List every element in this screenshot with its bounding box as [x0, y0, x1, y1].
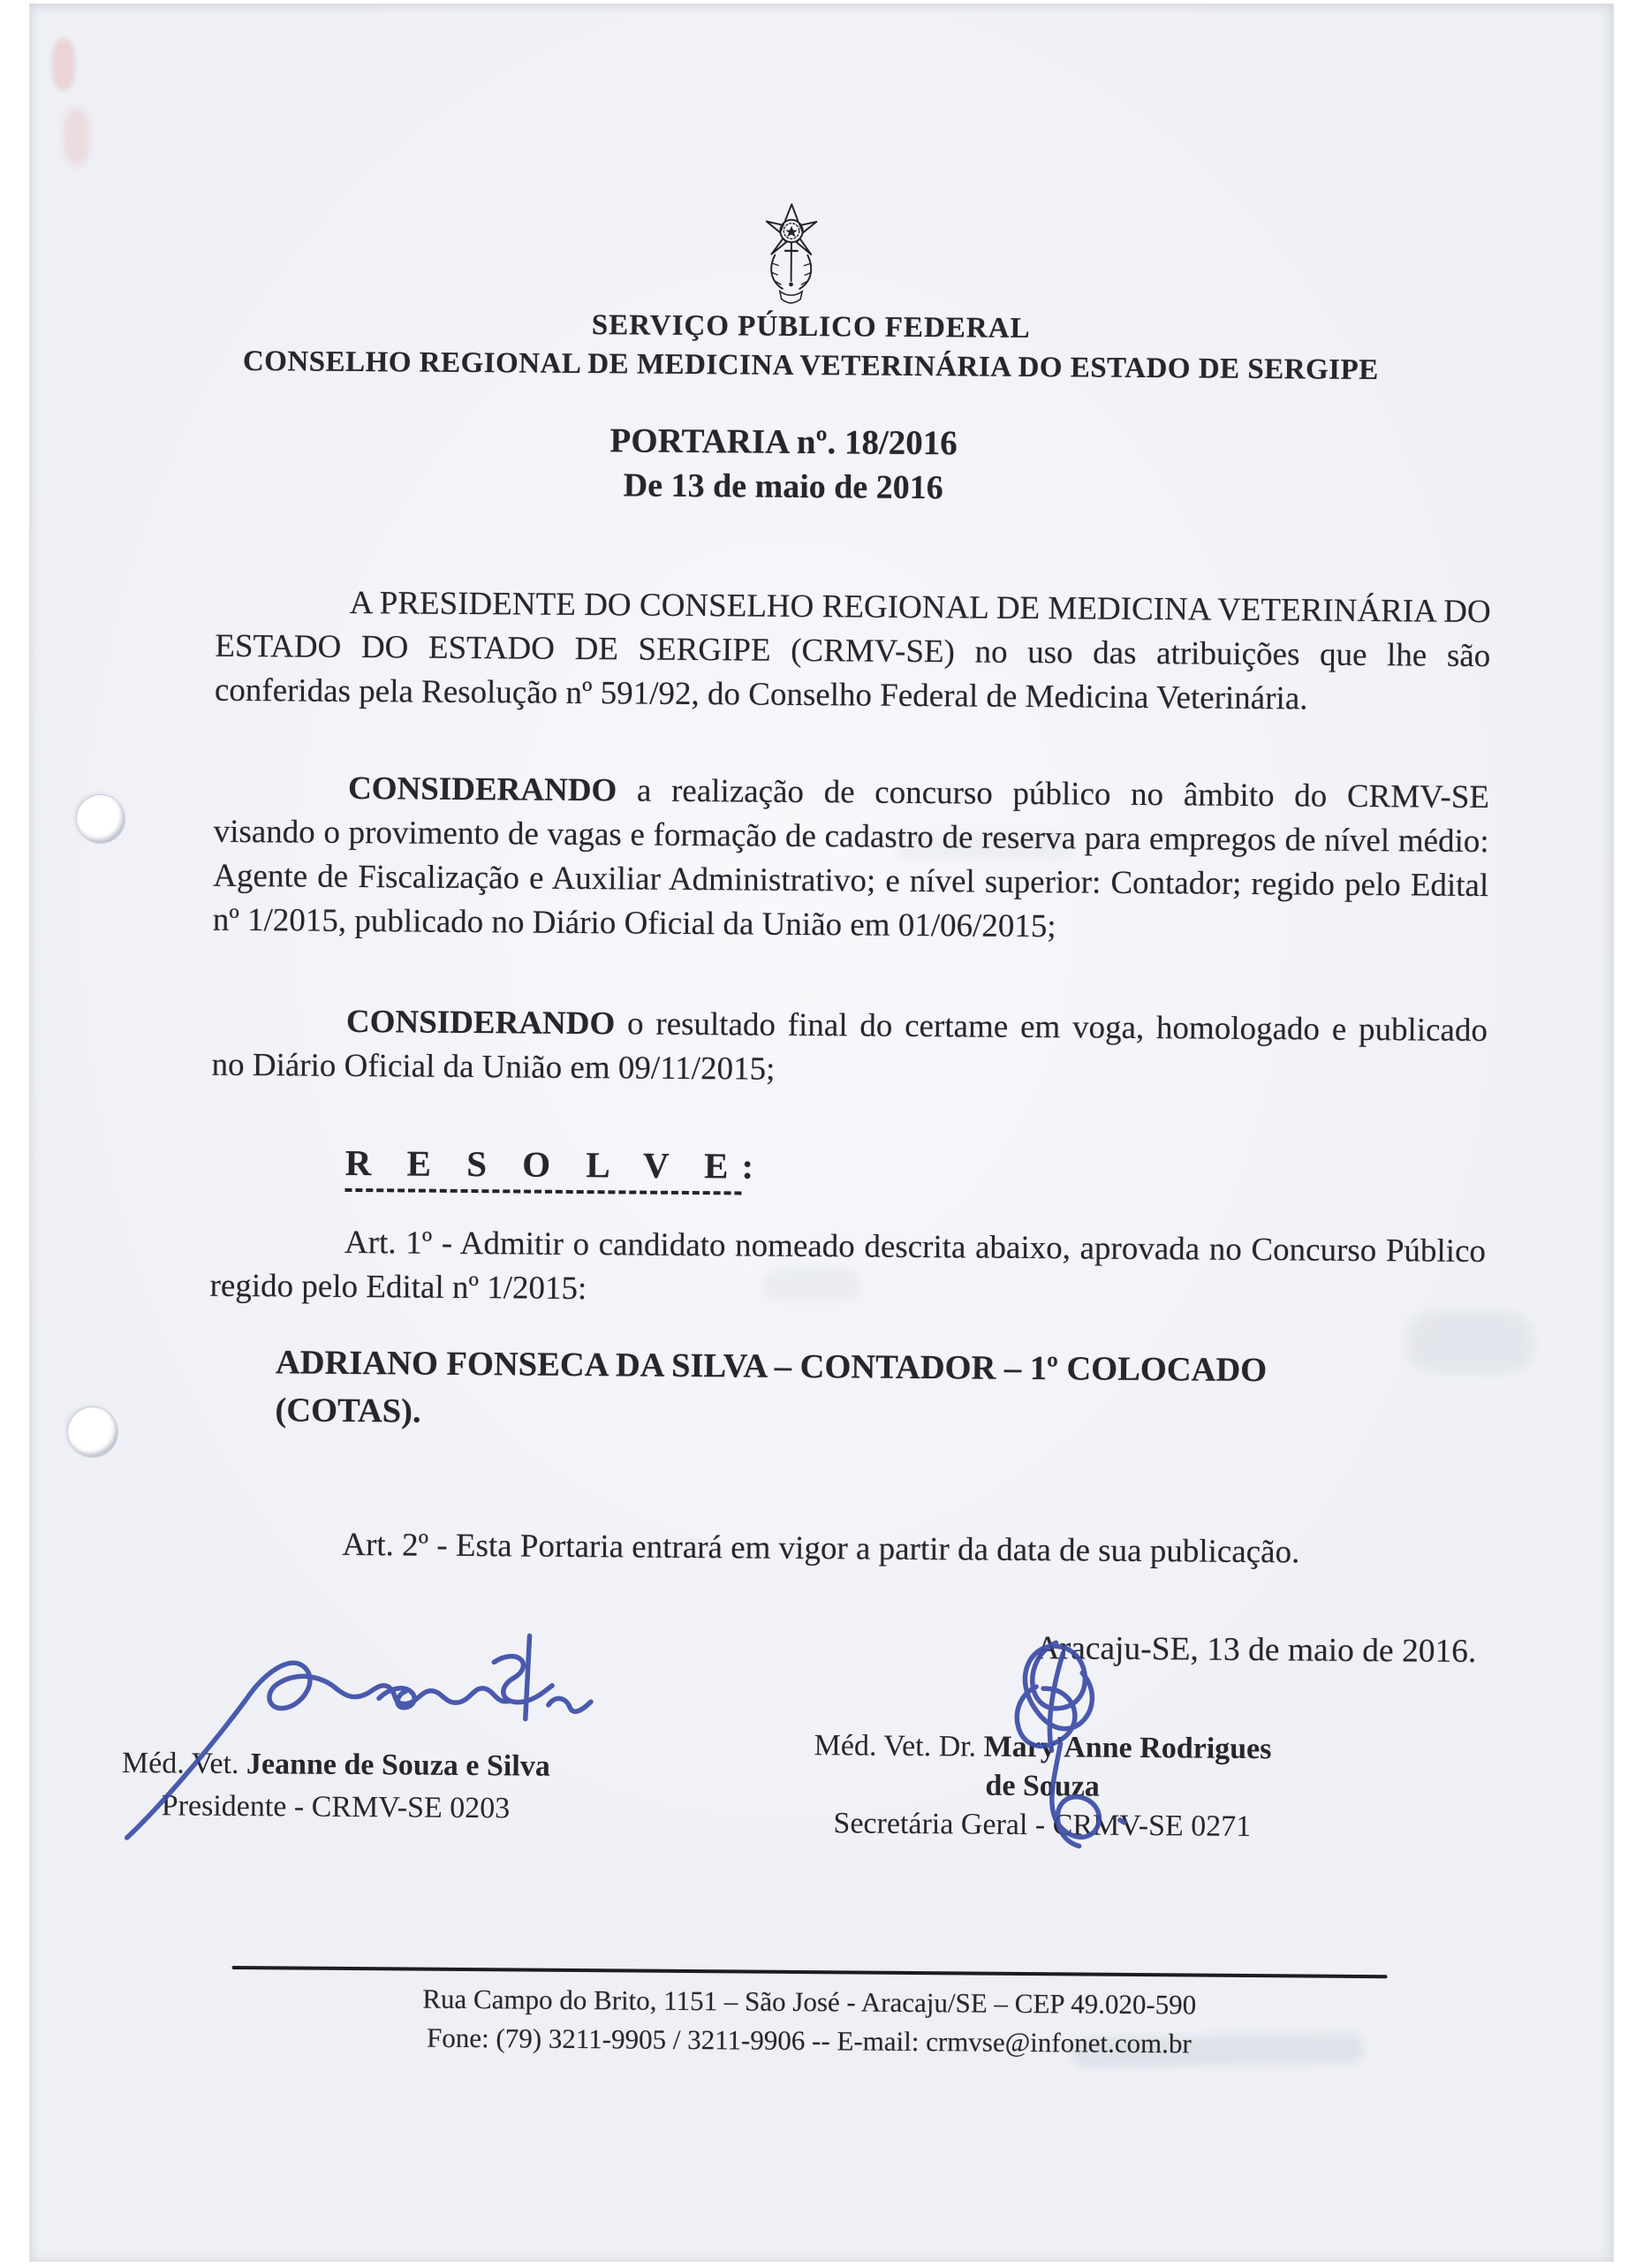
- resolve-word: R E S O L V E: [344, 1142, 741, 1195]
- portaria-date: De 13 de maio de 2016: [623, 466, 943, 507]
- brazil-coat-of-arms-icon: [756, 201, 826, 307]
- document-title: [170, 417, 1398, 511]
- footer-block: [231, 1978, 1388, 2065]
- paper-sheet: [29, 4, 1614, 2262]
- org-name-line1: SERVIÇO PÚBLICO FEDERAL: [591, 309, 1031, 345]
- considerando-2-lead: CONSIDERANDO: [345, 1003, 616, 1043]
- signature-maryanne-ink: [946, 1635, 1169, 1875]
- paragraph-art-1: Art. 1º - Admitir o candidato nomeado descrita abaixo, aprovada no Concurso Público regido pelo Edital nº 1/2015:: [209, 1224, 1487, 1308]
- punch-hole: [68, 1407, 117, 1457]
- signatory-left-prefix: Méd. Vet.: [121, 1746, 247, 1781]
- document-content: [14, 0, 1615, 2268]
- org-name-line2: CONSELHO REGIONAL DE MEDICINA VETERINÁRIA DO ESTADO DE SERGIPE: [242, 345, 1379, 387]
- signatory-left-role: Presidente - CRMV-SE 0203: [161, 1789, 511, 1825]
- resolve-colon: :: [741, 1145, 754, 1187]
- signatory-right-name: Mary'Anne Rodrigues de Souza: [983, 1730, 1272, 1803]
- considerando-2-text: o resultado final do certame em voga, homologado e publicado no Diário Oficial da União em 09/11/2015;: [211, 1005, 1488, 1088]
- signature-jeanne-ink: [113, 1620, 618, 1849]
- admission-line2: (COTAS).: [275, 1392, 421, 1430]
- punch-hole: [77, 795, 125, 843]
- considerando-1-lead: CONSIDERANDO: [347, 770, 617, 809]
- signatory-left-name: Jeanne de Souza e Silva: [246, 1748, 550, 1783]
- place-date-line: Aracaju-SE, 13 de maio de 2016.: [1035, 1629, 1477, 1670]
- letterhead: [197, 307, 1426, 388]
- resolve-heading: [344, 1142, 753, 1195]
- paragraph-art-2: Art. 2º - Esta Portaria entrará em vigor a partir da data de sua publicação.: [342, 1526, 1300, 1571]
- signatory-right-prefix: Méd. Vet. Dr.: [814, 1729, 984, 1764]
- footer-contact: Fone: (79) 3211-9905 / 3211-9906 -- E-mail: crmvse@infonet.com.br: [426, 2021, 1192, 2059]
- paragraph-admission: [275, 1339, 1512, 1444]
- signatory-right-role: Secretária Geral - CRMV-SE 0271: [833, 1807, 1252, 1843]
- footer-address: Rua Campo do Brito, 1151 – São José - Aracaju/SE – CEP 49.020-590: [422, 1983, 1197, 2021]
- footer-divider: [232, 1966, 1388, 1978]
- considerando-1-text: a realização de concurso público no âmbito do CRMV-SE visando o provimento de vagas e formação de cadastro de reserva para empregos de nível médio: Agente de Fiscalização e Auxiliar Administrativo; e nível superior: Contador; regido pelo Edital nº 1/2015, publicado no Diário Oficial da União em 01/06/2015;: [212, 772, 1490, 945]
- portaria-number: PORTARIA nº. 18/2016: [610, 421, 958, 463]
- paragraph-considerando-1: [213, 766, 1490, 952]
- paragraph-preamble: A PRESIDENTE DO CONSELHO REGIONAL DE MEDICINA VETERINÁRIA DO ESTADO DO ESTADO DE SERGIPE (CRMV-SE) no uso das atribuições que lhe são conferidas pela Resolução nº 591/92, do Conselho Federal de Medicina Veterinária.: [214, 584, 1491, 717]
- admission-line1: ADRIANO FONSECA DA SILVA – CONTADOR – 1º COLOCADO: [275, 1344, 1268, 1390]
- paragraph-considerando-2: [211, 999, 1488, 1097]
